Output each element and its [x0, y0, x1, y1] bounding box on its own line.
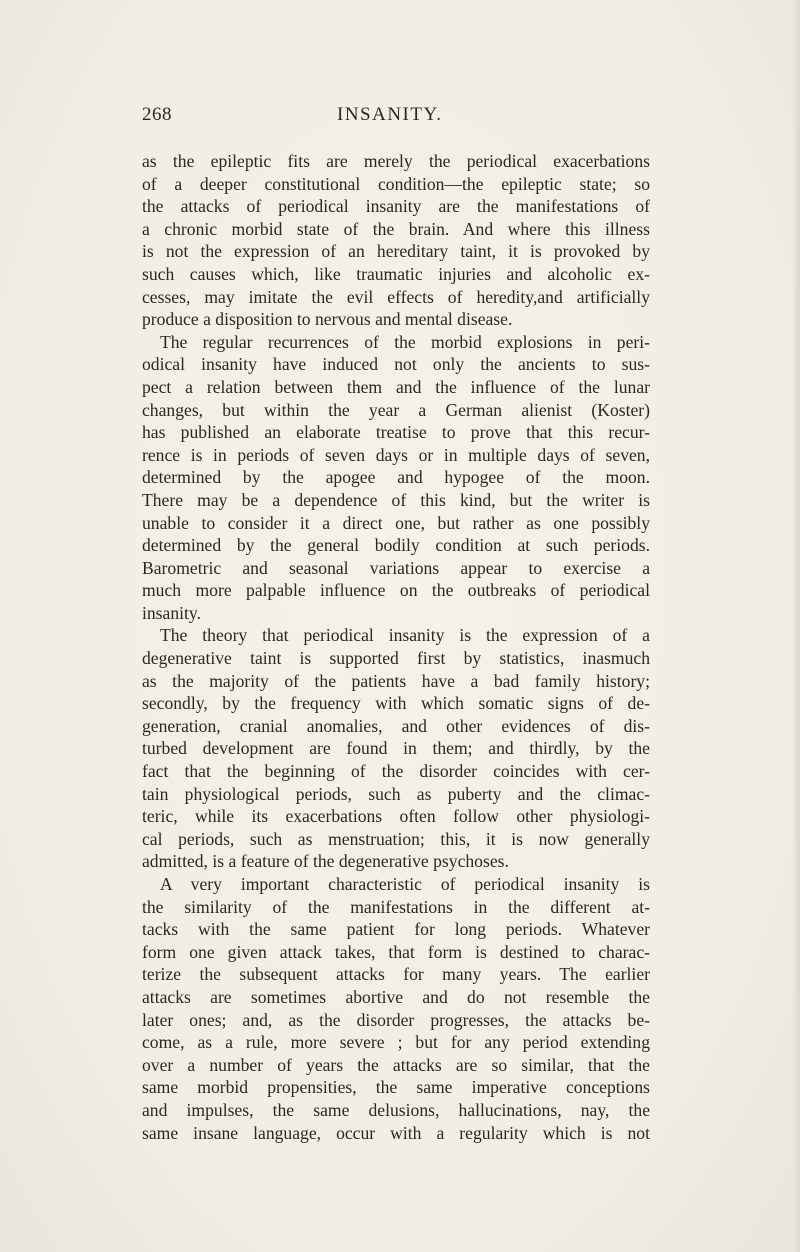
page-edge [794, 0, 800, 1252]
text-line: rence is in periods of seven days or in multiple days of seven, [142, 444, 650, 465]
text-line: has published an elaborate treatise to prove that this recur- [142, 422, 650, 443]
text-line: a chronic morbid state of the brain. And where this illness [142, 218, 650, 239]
page-number: 268 [142, 104, 172, 125]
text-line: attacks are sometimes abortive and do not resemble the [142, 986, 650, 1007]
text-line: over a number of years the attacks are so similar, that the [142, 1054, 650, 1075]
text-line: the similarity of the manifestations in the different at- [142, 896, 650, 917]
text-line: The regular recurrences of the morbid explosions in peri- [160, 331, 650, 352]
text-line: such causes which, like traumatic injuries and alcoholic ex- [142, 263, 650, 284]
text-line: odical insanity have induced not only the ancients to sus- [142, 354, 650, 375]
text-line: pect a relation between them and the influence of the lunar [142, 376, 650, 397]
text-line: secondly, by the frequency with which somatic signs of de- [142, 693, 650, 714]
text-line: fact that the beginning of the disorder coincides with cer- [142, 761, 650, 782]
text-line: tacks with the same patient for long periods. Whatever [142, 919, 650, 940]
text-line: cal periods, such as menstruation; this, it is now generally [142, 828, 650, 849]
running-head [142, 104, 632, 128]
text-line: The theory that periodical insanity is the expression of a [160, 625, 650, 646]
text-line: is not the expression of an hereditary taint, it is provoked by [142, 241, 650, 262]
text-line: and impulses, the same delusions, hallucinations, nay, the [142, 1099, 650, 1120]
text-line: generation, cranial anomalies, and other evidences of dis- [142, 715, 650, 736]
text-line: of a deeper constitutional condition—the epileptic state; so [142, 173, 650, 194]
text-line: turbed development are found in them; and thirdly, by the [142, 738, 650, 759]
text-line: There may be a dependence of this kind, but the writer is [142, 489, 650, 510]
text-line: later ones; and, as the disorder progresses, the attacks be- [142, 1009, 650, 1030]
text-line: admitted, is a feature of the degenerative psychoses. [142, 851, 509, 872]
text-line: cesses, may imitate the evil effects of heredity,and artificially [142, 286, 650, 307]
text-line: Barometric and seasonal variations appear to exercise a [142, 557, 650, 578]
running-title: INSANITY. [337, 104, 443, 125]
text-line: determined by the apogee and hypogee of the moon. [142, 467, 650, 488]
text-line: same morbid propensities, the same imperative conceptions [142, 1077, 650, 1098]
text-line: the attacks of periodical insanity are the manifestations of [142, 196, 650, 217]
text-line: come, as a rule, more severe ; but for any period extending [142, 1032, 650, 1053]
text-line: A very important characteristic of periodical insanity is [160, 874, 650, 894]
text-line: form one given attack takes, that form is destined to charac- [142, 941, 650, 962]
text-line: insanity. [142, 602, 201, 623]
body-text [142, 150, 650, 1144]
text-line: much more palpable influence on the outbreaks of periodical [142, 580, 650, 601]
text-line: teric, while its exacerbations often follow other physiologi- [142, 806, 650, 827]
text-line: as the majority of the patients have a bad family history; [142, 670, 650, 691]
text-line: as the epileptic fits are merely the periodical exacerbations [142, 151, 650, 171]
text-line: tain physiological periods, such as puberty and the climac- [142, 783, 650, 804]
text-line: determined by the general bodily condition at such periods. [142, 535, 650, 556]
text-line: produce a disposition to nervous and mental disease. [142, 309, 513, 330]
text-line: terize the subsequent attacks for many years. The earlier [142, 964, 650, 985]
text-line: unable to consider it a direct one, but rather as one possibly [142, 512, 650, 533]
text-line: changes, but within the year a German alienist (Koster) [142, 399, 650, 420]
text-line: degenerative taint is supported first by statistics, inasmuch [142, 648, 650, 669]
text-line: same insane language, occur with a regularity which is not [142, 1122, 650, 1143]
